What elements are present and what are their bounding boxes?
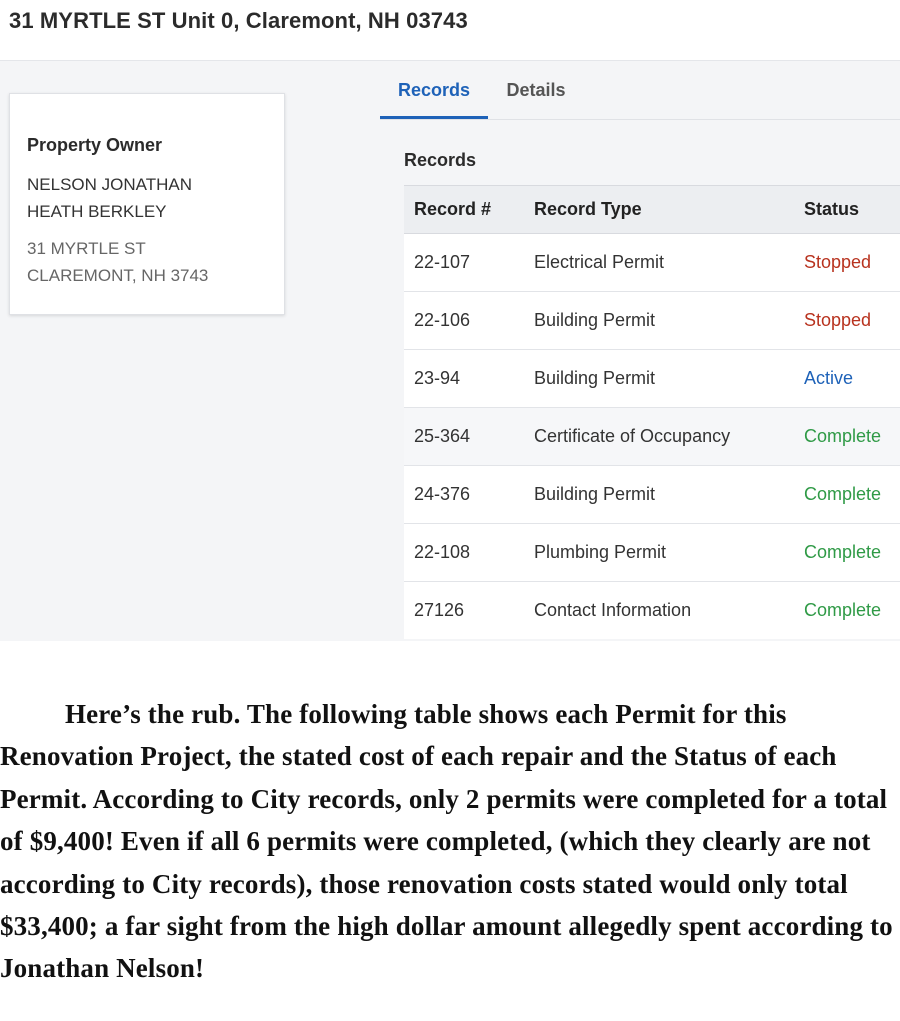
tab-details[interactable]: Details <box>506 80 566 100</box>
column-header-record-type[interactable]: Record Type <box>534 186 804 234</box>
owner-address <box>27 235 208 289</box>
record-number-link[interactable]: 25-364 <box>404 408 534 466</box>
column-header-status[interactable]: Status <box>804 186 900 234</box>
record-number-link[interactable]: 23-94 <box>404 350 534 408</box>
record-type: Electrical Permit <box>534 234 804 292</box>
record-status: Complete <box>804 466 900 524</box>
record-status: Stopped <box>804 292 900 350</box>
table-row[interactable] <box>404 234 900 292</box>
record-number-link[interactable]: 22-106 <box>404 292 534 350</box>
column-header-record-number[interactable]: Record # <box>404 186 534 234</box>
owner-name <box>27 171 192 225</box>
record-status: Complete <box>804 408 900 466</box>
record-number-link[interactable]: 22-107 <box>404 234 534 292</box>
property-address-title: 31 MYRTLE ST Unit 0, Claremont, NH 03743 <box>9 8 468 33</box>
owner-name-line-2: HEATH BERKLEY <box>27 202 167 221</box>
record-type: Contact Information <box>534 600 692 620</box>
owner-address-line-1: 31 MYRTLE ST <box>27 239 146 258</box>
records-table <box>404 185 900 639</box>
record-type: Certificate of Occupancy <box>534 408 804 466</box>
tab-records[interactable]: Records <box>380 61 488 119</box>
table-row[interactable] <box>404 350 900 408</box>
commentary-paragraph: Here’s the rub. The following table shows each Permit for this Renovation Project, the stated cost of each repair and the Status of each Permit. According to City records, only 2 permits were completed for a total of $9,400! Even if all 6 permits were completed, (which they clearly are not according to City records), those renovation costs stated would only total $33,400; a far sight from the high dollar amount allegedly spent according to Jonathan Nelson! <box>0 699 893 984</box>
record-status: Stopped <box>804 234 900 292</box>
owner-address-line-2: CLAREMONT, NH 3743 <box>27 266 209 285</box>
owner-name-line-1: NELSON JONATHAN <box>27 175 192 194</box>
record-number-link[interactable]: 27126 <box>414 600 465 620</box>
record-number-link[interactable]: 22-108 <box>404 524 534 582</box>
table-header-row <box>404 186 900 234</box>
property-owner-card <box>9 93 285 315</box>
table-row[interactable] <box>404 466 900 524</box>
record-status: Complete <box>804 524 900 582</box>
record-status: Active <box>804 350 900 408</box>
top-bar <box>0 0 900 61</box>
table-row[interactable] <box>404 408 900 466</box>
tab-bar <box>380 61 900 120</box>
records-heading: Records <box>404 150 477 170</box>
property-owner-heading: Property Owner <box>27 135 163 155</box>
record-type: Plumbing Permit <box>534 524 804 582</box>
table-row[interactable] <box>404 292 900 350</box>
record-type: Building Permit <box>534 292 804 350</box>
table-row[interactable] <box>404 582 900 640</box>
table-row[interactable] <box>404 524 900 582</box>
record-number-link[interactable]: 24-376 <box>404 466 534 524</box>
record-status: Complete <box>804 600 882 620</box>
record-type: Building Permit <box>534 350 804 408</box>
record-type: Building Permit <box>534 466 804 524</box>
